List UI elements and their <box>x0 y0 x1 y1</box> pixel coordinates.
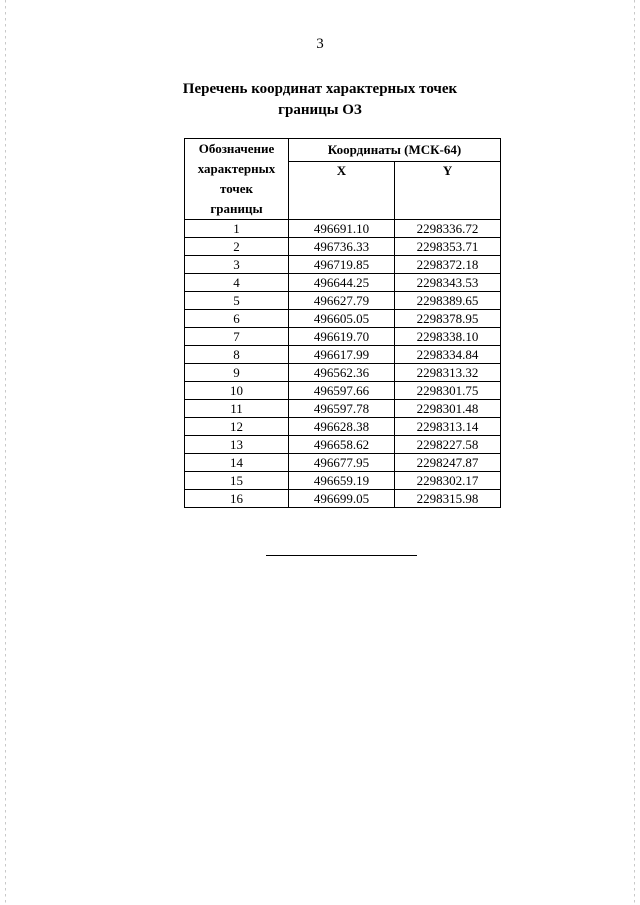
document-title-line-2: границы ОЗ <box>278 102 362 118</box>
point-id-cell: 11 <box>185 400 289 418</box>
table-row <box>185 400 501 418</box>
point-id-cell: 6 <box>185 310 289 328</box>
x-coordinate-cell: 496677.95 <box>289 454 395 472</box>
point-label-header <box>185 139 289 220</box>
x-coordinate-cell: 496644.25 <box>289 274 395 292</box>
document-title-line-1: Перечень координат характерных точек <box>182 81 458 97</box>
y-coordinate-cell: 2298313.14 <box>395 418 501 436</box>
point-label-header-line-2: характерных <box>197 161 276 176</box>
page-number: 3 <box>316 36 324 52</box>
point-id-cell: 8 <box>185 346 289 364</box>
x-coordinate-cell: 496597.78 <box>289 400 395 418</box>
right-margin-dots <box>634 0 635 905</box>
point-id-cell: 9 <box>185 364 289 382</box>
table-row <box>185 238 501 256</box>
point-id-cell: 13 <box>185 436 289 454</box>
y-coordinate-cell: 2298247.87 <box>395 454 501 472</box>
table-row <box>185 382 501 400</box>
closing-separator-line <box>266 555 417 556</box>
y-coordinate-cell: 2298313.32 <box>395 364 501 382</box>
table-row <box>185 472 501 490</box>
coordinates-table <box>184 138 501 508</box>
x-coordinate-cell: 496628.38 <box>289 418 395 436</box>
table-row <box>185 256 501 274</box>
y-column-header: Y <box>395 162 501 220</box>
table-row <box>185 364 501 382</box>
coordinates-table-body <box>185 220 501 508</box>
table-row <box>185 292 501 310</box>
point-label-header-line-1: Обозначение <box>198 141 275 156</box>
x-column-header: X <box>289 162 395 220</box>
y-coordinate-cell: 2298336.72 <box>395 220 501 238</box>
point-id-cell: 1 <box>185 220 289 238</box>
x-coordinate-cell: 496719.85 <box>289 256 395 274</box>
y-coordinate-cell: 2298343.53 <box>395 274 501 292</box>
left-margin-dots <box>5 0 6 905</box>
point-id-cell: 12 <box>185 418 289 436</box>
document-title <box>0 79 640 121</box>
y-coordinate-cell: 2298378.95 <box>395 310 501 328</box>
y-coordinate-cell: 2298372.18 <box>395 256 501 274</box>
point-id-cell: 14 <box>185 454 289 472</box>
y-coordinate-cell: 2298315.98 <box>395 490 501 508</box>
table-row <box>185 490 501 508</box>
y-coordinate-cell: 2298338.10 <box>395 328 501 346</box>
x-coordinate-cell: 496736.33 <box>289 238 395 256</box>
table-row <box>185 220 501 238</box>
point-label-header-line-4: границы <box>210 201 263 216</box>
x-coordinate-cell: 496597.66 <box>289 382 395 400</box>
table-row <box>185 274 501 292</box>
x-coordinate-cell: 496699.05 <box>289 490 395 508</box>
y-coordinate-cell: 2298389.65 <box>395 292 501 310</box>
x-coordinate-cell: 496627.79 <box>289 292 395 310</box>
x-coordinate-cell: 496605.05 <box>289 310 395 328</box>
point-id-cell: 16 <box>185 490 289 508</box>
point-id-cell: 4 <box>185 274 289 292</box>
table-row <box>185 328 501 346</box>
table-header-row <box>185 139 501 162</box>
point-id-cell: 2 <box>185 238 289 256</box>
coordinates-group-header: Координаты (МСК-64) <box>289 139 501 162</box>
point-id-cell: 3 <box>185 256 289 274</box>
x-coordinate-cell: 496619.70 <box>289 328 395 346</box>
x-coordinate-cell: 496691.10 <box>289 220 395 238</box>
table-row <box>185 418 501 436</box>
table-row <box>185 436 501 454</box>
y-coordinate-cell: 2298227.58 <box>395 436 501 454</box>
x-coordinate-cell: 496658.62 <box>289 436 395 454</box>
y-coordinate-cell: 2298302.17 <box>395 472 501 490</box>
x-coordinate-cell: 496617.99 <box>289 346 395 364</box>
y-coordinate-cell: 2298353.71 <box>395 238 501 256</box>
point-label-header-line-3: точек <box>220 181 253 196</box>
y-coordinate-cell: 2298301.75 <box>395 382 501 400</box>
table-row <box>185 310 501 328</box>
x-coordinate-cell: 496562.36 <box>289 364 395 382</box>
y-coordinate-cell: 2298301.48 <box>395 400 501 418</box>
table-row <box>185 454 501 472</box>
point-id-cell: 7 <box>185 328 289 346</box>
y-coordinate-cell: 2298334.84 <box>395 346 501 364</box>
point-id-cell: 5 <box>185 292 289 310</box>
point-id-cell: 10 <box>185 382 289 400</box>
table-row <box>185 346 501 364</box>
x-coordinate-cell: 496659.19 <box>289 472 395 490</box>
point-id-cell: 15 <box>185 472 289 490</box>
